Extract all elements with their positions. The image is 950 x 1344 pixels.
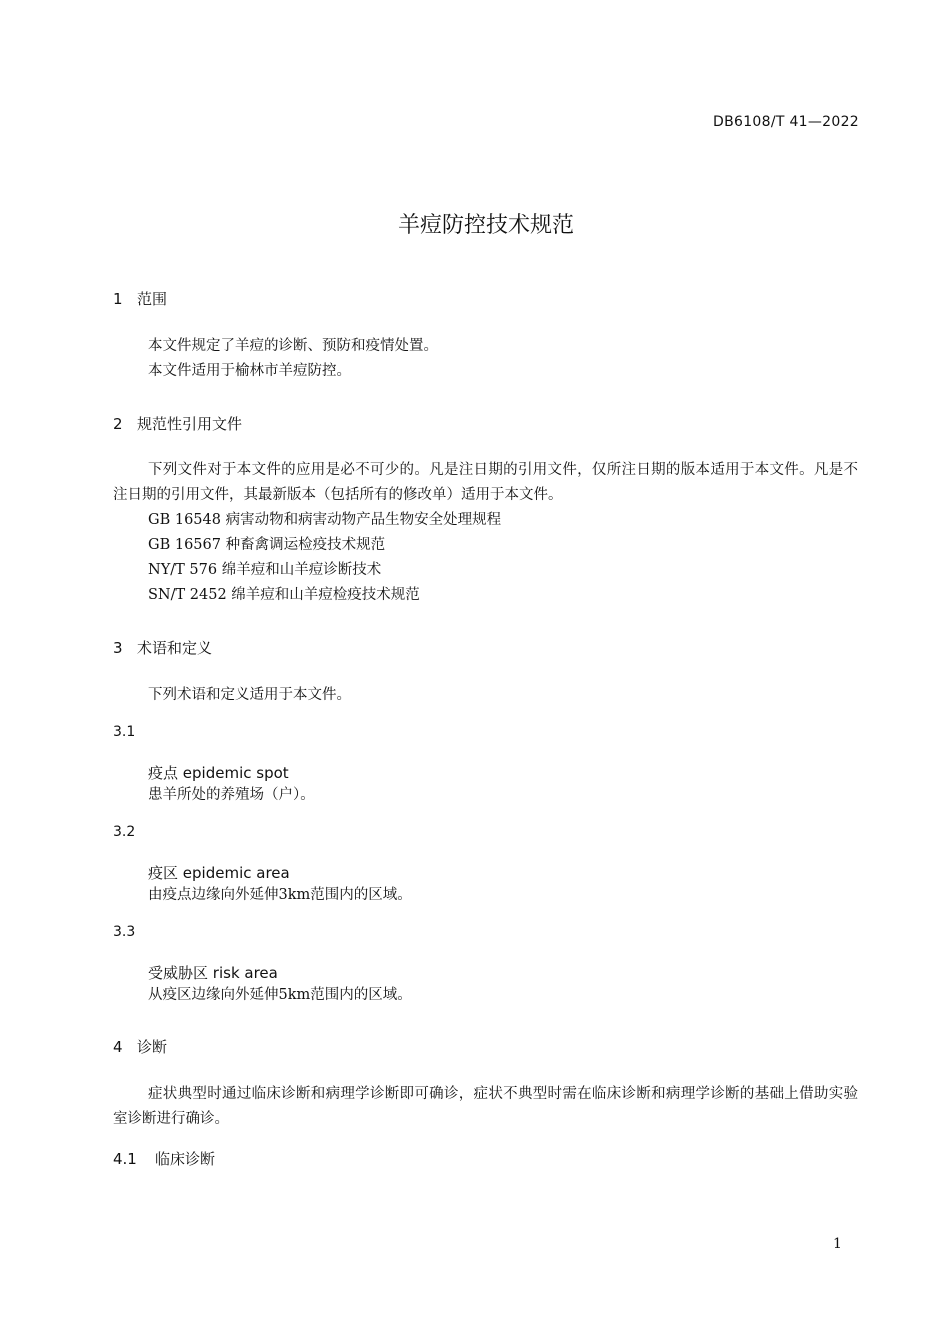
term-en: risk area <box>212 964 278 982</box>
term-zh: 疫点 <box>148 764 179 782</box>
document-code: DB6108/T 41—2022 <box>713 114 859 130</box>
section-heading-2 <box>113 413 242 434</box>
reference-item: GB 16567 种畜禽调运检疫技术规范 <box>148 537 386 553</box>
paragraph: 下列文件对于本文件的应用是必不可少的。凡是注日期的引用文件，仅所注日期的版本适用于本文件。凡是不注日期的引用文件，其最新版本（包括所有的修改单）适用于本文件。 <box>113 462 858 503</box>
term-zh: 受威胁区 <box>148 964 209 982</box>
term-definition: 患羊所处的养殖场（户）。 <box>148 787 315 803</box>
section-title: 术语和定义 <box>137 639 213 657</box>
term-definition: 从疫区边缘向外延伸5km范围内的区域。 <box>148 987 412 1003</box>
term-number: 3.1 <box>113 724 136 740</box>
paragraph: 症状典型时通过临床诊断和病理学诊断即可确诊，症状不典型时需在临床诊断和病理学诊断的基础上借助实验室诊断进行确诊。 <box>113 1086 858 1127</box>
subsection-title: 临床诊断 <box>155 1150 216 1168</box>
reference-item: GB 16548 病害动物和病害动物产品生物安全处理规程 <box>148 512 502 528</box>
section-number: 1 <box>113 290 123 308</box>
term-title <box>148 762 289 783</box>
document-title: 羊痘防控技术规范 <box>397 213 574 238</box>
section-heading-4 <box>113 1036 167 1057</box>
term-title <box>148 862 290 883</box>
term-zh: 疫区 <box>148 864 179 882</box>
term-number: 3.3 <box>113 924 136 940</box>
section-title: 范围 <box>137 290 168 308</box>
section-number: 4 <box>113 1038 123 1056</box>
paragraph: 下列术语和定义适用于本文件。 <box>148 687 351 703</box>
paragraph: 本文件规定了羊痘的诊断、预防和疫情处置。 <box>148 338 438 354</box>
term-definition: 由疫点边缘向外延伸3km范围内的区域。 <box>148 887 412 903</box>
section-heading-1 <box>113 288 167 309</box>
term-en: epidemic area <box>182 864 290 882</box>
term-number: 3.2 <box>113 824 136 840</box>
term-title <box>148 962 278 983</box>
section-number: 2 <box>113 415 123 433</box>
section-number: 3 <box>113 639 123 657</box>
section-title: 规范性引用文件 <box>137 415 243 433</box>
reference-item: NY/T 576 绵羊痘和山羊痘诊断技术 <box>148 562 382 578</box>
subsection-number: 4.1 <box>113 1150 137 1168</box>
reference-item: SN/T 2452 绵羊痘和山羊痘检疫技术规范 <box>148 587 420 603</box>
section-heading-3 <box>113 637 212 658</box>
term-en: epidemic spot <box>182 764 289 782</box>
section-title: 诊断 <box>137 1038 168 1056</box>
paragraph: 本文件适用于榆林市羊痘防控。 <box>148 363 351 379</box>
subsection-heading-4-1 <box>113 1148 215 1169</box>
page-number: 1 <box>833 1236 842 1252</box>
